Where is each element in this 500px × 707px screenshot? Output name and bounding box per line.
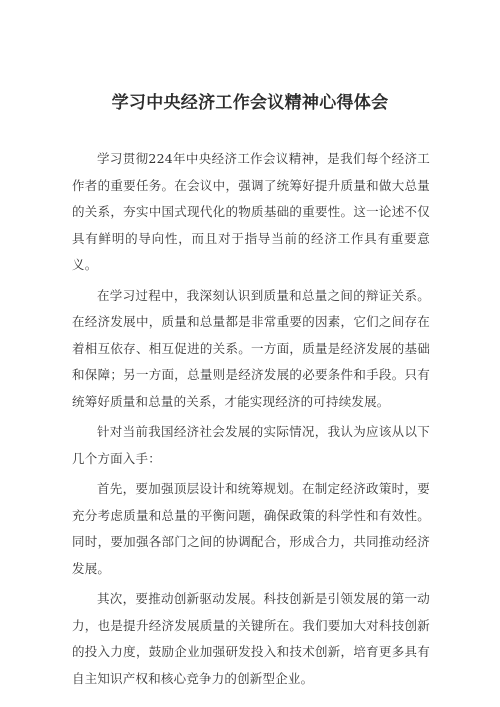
document-title: 学习中央经济工作会议精神心得体会 [111,93,389,113]
paragraph-2: 在学习过程中，我深刻认识到质量和总量之间的辩证关系。在经济发展中，质量和总量都是非常重要的因素，它们之间存在着相互依存、相互促进的关系。一方面，质量是经济发展的基础和保障；另一方面，总量则是经济发展的必要条件和手段。只有统筹好质量和总量的关系，才能实现经济的可持续发展。 [72,287,430,409]
paragraph-4: 首先，要加强顶层设计和统筹规划。在制定经济政策时，要充分考虑质量和总量的平衡问题，确保政策的科学性和有效性。同时，要加强各部门之间的协调配合，形成合力，共同推动经济发展。 [72,481,430,576]
paragraph-3: 针对当前我国经济社会发展的实际情况，我认为应该从以下几个方面入手： [72,424,430,466]
document-body [72,146,430,696]
paragraph-1: 学习贯彻224年中央经济工作会议精神，是我们每个经济工作者的重要任务。在会议中，强调了统筹好提升质量和做大总量的关系，夯实中国式现代化的物质基础的重要性。这一论述不仅具有鲜明的导向性，而且对于指导当前的经济工作具有重要意义。 [72,151,430,272]
paragraph-5: 其次，要推动创新驱动发展。科技创新是引领发展的第一动力，也是提升经济发展质量的关键所在。我们要加大对科技创新的投入力度，鼓励企业加强研发投入和技术创新，培育更多具有自主知识产权和核心竞争力的创新型企业。 [72,591,430,686]
